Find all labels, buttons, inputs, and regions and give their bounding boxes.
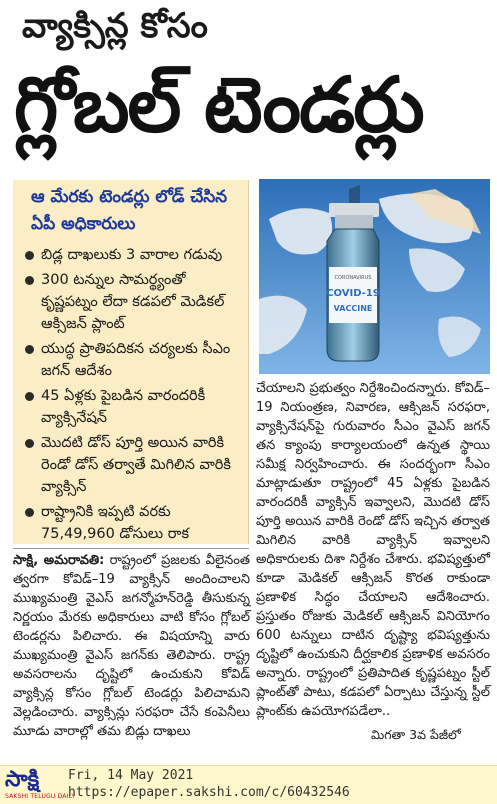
dateline: సాక్షి, అమరావతి: bbox=[13, 553, 105, 568]
bullet-icon bbox=[25, 508, 34, 517]
key-point bbox=[25, 269, 238, 335]
key-points-heading: ఆ మేరకు టెండర్లు లోడ్ చేసిన ఏపీ అధికారులు bbox=[31, 187, 228, 234]
epaper-footer bbox=[0, 765, 497, 804]
vial-covid-label: COVID-19 bbox=[326, 288, 380, 299]
key-point bbox=[25, 244, 238, 266]
article-body-left bbox=[13, 551, 250, 741]
logo-tagline: SAKSHI TELUGU DAILY bbox=[5, 793, 76, 800]
key-point-text: 300 టన్నుల సామర్థ్యంతో కృష్ణపట్నం లేదా కడపలో మెడికల్ ఆక్సిజన్ ప్లాంట్ bbox=[41, 272, 225, 332]
key-point bbox=[25, 338, 238, 382]
article-body-right: చేయాలని ప్రభుత్వం నిర్దేశించిందన్నారు. కోవిడ్–19 నియంత్రణ, నివారణ, ఆక్సిజన్ సరఫరా, వ్యాక్సినేషన్‌పై గురువారం సీఎం వైఎస్ జగన్ తన క్యాంపు కార్యాలయంలో ఉన్నత స్థాయి సమీక్ష నిర్వహించారు. ఈ సందర్భంగా సీఎం మాట్లాడుతూ రాష్ట్రంలో 45 ఏళ్లకు పైబడిన వారందరికీ వ్యాక్సిన్ ఇవ్వాలని, మొదటి డోస్ పూర్తి అయిన వారికి రెండో డోస్ ఇచ్చిన తర్వాత మిగిలిన వారికి వ్యాక్సిన్ ఇవ్వాలని అధికారులకు దిశా నిర్దేశం చేశారు. భవిష్యత్తులో కూడా మెడికల్ ఆక్సిజన్ కొరత రాకుండా ప్రణాళిక సిద్ధం చేయాలని ఆదేశించారు. ప్రస్తుతం రోజుకు మెడికల్ ఆక్సిజన్ వినియోగం 600 టన్నులు దాటిన దృష్ట్యా భవిష్యత్తును దృష్టిలో ఉంచుకుని దీర్ఘకాలిక ప్రణాళిక అవసరం అన్నారు. రాష్ట్రంలో ప్రతిపాదిత కృష్ణపట్నం స్టీల్ ప్లాంట్‌తో పాటు, కడపలో ఏర్పాటు చేస్తున్న స్టీల్ ప్లాంట్‌కు ఉపయోగపడేలా.. bbox=[256, 381, 490, 719]
bullet-icon bbox=[25, 276, 34, 285]
key-point-text: మొదటి డోస్ పూర్తి అయిన వారికి రెండో డోస్ తర్వాతే మిగిలిన వారికి వ్యాక్సిన్ bbox=[41, 435, 231, 495]
key-point-text: రాష్ట్రానికి ఇప్పటి వరకు 75,49,960 డోసులు రాక bbox=[41, 504, 190, 542]
key-point bbox=[25, 385, 238, 429]
key-point-text: బిడ్ల దాఖలుకు 3 వారాల గడువు bbox=[41, 247, 223, 263]
article-body-text: రాష్ట్రంలో ప్రజలకు వీలైనంత త్వరగా కోవిడ్–19 వ్యాక్సిన్ అందించాలని ముఖ్యమంత్రి వైఎస్ జగన్మోహన్‌రెడ్డి తీసుకున్న నిర్ణయం మేరకు అధికారులు వాటి కోసం గ్లోబల్ టెండర్లను పిలిచారు. ఈ విషయాన్ని వారు ముఖ్యమంత్రి వైఎస్ జగన్‌కు తెలిపారు. రాష్ట్ర అవసరాలను దృష్టిలో ఉంచుకుని కోవిడ్ వ్యాక్సిన్ల కోసం గ్లోబల్ టెండర్లు పిలిచామని వెల్లడించారు. వ్యాక్సిన్లు సరఫరా చేసే కంపెనీలు మూడు వారాల్లో తమ బిడ్లు దాఖలు bbox=[13, 553, 250, 739]
vial-vaccine-label: VACCINE bbox=[333, 304, 373, 313]
key-point bbox=[25, 501, 238, 545]
article-headline: గ్లోబల్ టెండర్లు bbox=[14, 60, 423, 149]
edition-date: Fri, 14 May 2021 bbox=[68, 768, 194, 783]
vial-brand-label: CORONAVIRUS bbox=[334, 275, 372, 281]
bullet-icon bbox=[25, 251, 34, 260]
epaper-link[interactable]: https://epaper.sakshi.com/c/60432546 bbox=[68, 785, 350, 800]
vaccine-photo bbox=[259, 179, 490, 374]
logo-wordmark: సాక్షి bbox=[5, 767, 40, 792]
key-points-list bbox=[13, 244, 248, 545]
key-point-text: యుద్ధ ప్రాతిపదికన చర్యలకు సీఎం జగన్ ఆదేశం bbox=[41, 341, 231, 379]
key-point-text: 45 ఏళ్లకు పైబడిన వారందరికీ వ్యాక్సినేషన్ bbox=[41, 388, 206, 426]
vaccine-vial-illustration bbox=[259, 179, 490, 374]
article-kicker: వ్యాక్సిన్ల కోసం bbox=[22, 6, 208, 46]
bullet-icon bbox=[25, 392, 34, 401]
key-point bbox=[25, 432, 238, 498]
bullet-icon bbox=[25, 439, 34, 448]
bullet-icon bbox=[25, 345, 34, 354]
continued-note: మిగతా 3వ పేజీలో bbox=[371, 727, 461, 742]
sakshi-logo[interactable] bbox=[0, 766, 76, 804]
key-points-box bbox=[13, 180, 249, 544]
column-divider bbox=[13, 548, 249, 549]
